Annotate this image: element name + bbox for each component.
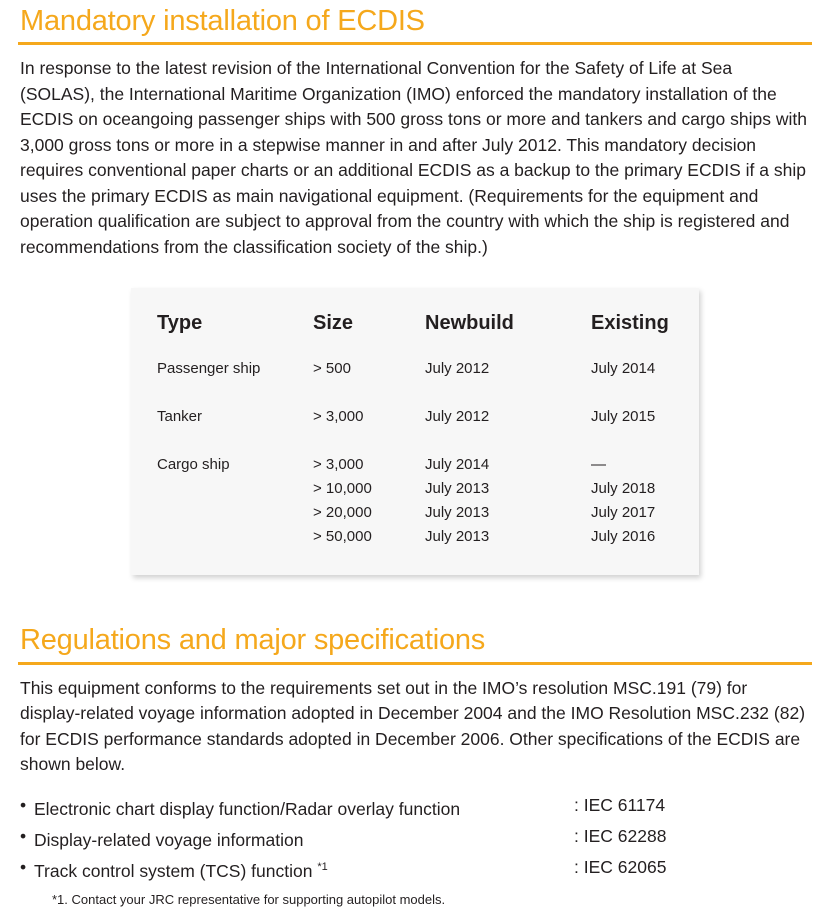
list-item [20,792,810,823]
bullet-icon: • [20,825,27,846]
cell-newbuild: July 2013 [425,504,490,522]
table-header-size: Size [313,312,354,335]
installation-paragraph: In response to the latest revision of the International Convention for the Safety of Life at Sea (SOLAS), the International Maritime Organization (IMO) enforced the mandatory installation of the ECDIS on oceangoing passenger ships with 500 gross tons or more and tankers and cargo ships with 3,000 gross tons or more in a stepwise manner in and after July 2012. This mandatory decision requires conventional paper charts or an additional ECDIS as a backup to the primary ECDIS if a ship uses the primary ECDIS as main navigational equipment. (Requirements for the equipment and operation qualification are subject to approval from the country with which the ship is registered and recommendations from the classification society of the ship.) [20,58,807,257]
cell-existing: — [591,456,606,474]
table-header-existing: Existing [591,312,669,335]
regulations-paragraph: This equipment conforms to the requirements set out in the IMO’s resolution MSC.191 (79) for display-related voyage information adopted in December 2004 and the IMO Resolution MSC.232 (82) for ECDIS performance standards adopted in December 2006. Other specifications of the ECDIS are shown below. [20,677,806,775]
table-row [131,453,725,477]
cell-size: > 20,000 [313,504,372,522]
cell-existing: July 2017 [591,504,656,522]
cell-newbuild: July 2012 [425,408,490,426]
spec-label: Electronic chart display function/Radar overlay function [34,798,461,819]
section-spacer [18,575,812,617]
table-row [131,477,725,501]
spec-label: Track control system (TCS) function $^{*1}$ [34,860,328,881]
cell-existing: July 2015 [591,408,656,426]
table-header-type: Type [157,312,203,335]
ecdis-schedule-card-wrap [18,288,812,575]
table-row [131,357,725,405]
spec-label: Display-related voyage information [34,829,304,850]
cell-newbuild: July 2013 [425,480,490,498]
cell-newbuild: July 2013 [425,528,490,546]
cell-existing: July 2014 [591,360,656,378]
table-row [131,405,725,453]
cell-existing: July 2018 [591,480,656,498]
footnote-marker: *1 [317,860,328,873]
table-row [131,525,725,549]
cell-size: > 500 [313,360,351,378]
cell-size: > 10,000 [313,480,372,498]
cell-size: > 3,000 [313,408,364,426]
specifications-list [18,792,812,884]
cell-existing: July 2016 [591,528,656,546]
cell-type [131,501,313,525]
spec-value: : IEC 62065 [574,856,667,877]
cell-type [131,477,313,501]
spec-value: : IEC 61174 [574,794,666,815]
footnote-text: *1. Contact your JRC representative for supporting autopilot models. [52,892,446,908]
cell-type: Cargo ship [157,456,230,474]
installation-section-heading: Mandatory installation of ECDIS [18,0,812,45]
table-row [131,501,725,525]
list-item [20,823,810,854]
cell-newbuild: July 2014 [425,456,490,474]
table-header-row [131,312,725,357]
bullet-icon: • [20,856,27,877]
ecdis-schedule-table [131,312,725,549]
bullet-icon: • [20,794,27,815]
regulations-section-heading: Regulations and major specifications [18,619,812,664]
list-item [20,854,810,885]
cell-type [131,525,313,549]
spec-value: : IEC 62288 [574,825,667,846]
cell-size: > 3,000 [313,456,364,474]
cell-type: Passenger ship [157,360,261,378]
cell-size: > 50,000 [313,528,372,546]
cell-type: Tanker [157,408,203,426]
cell-newbuild: July 2012 [425,360,490,378]
table-header-newbuild: Newbuild [425,312,514,335]
ecdis-schedule-card [131,288,699,575]
